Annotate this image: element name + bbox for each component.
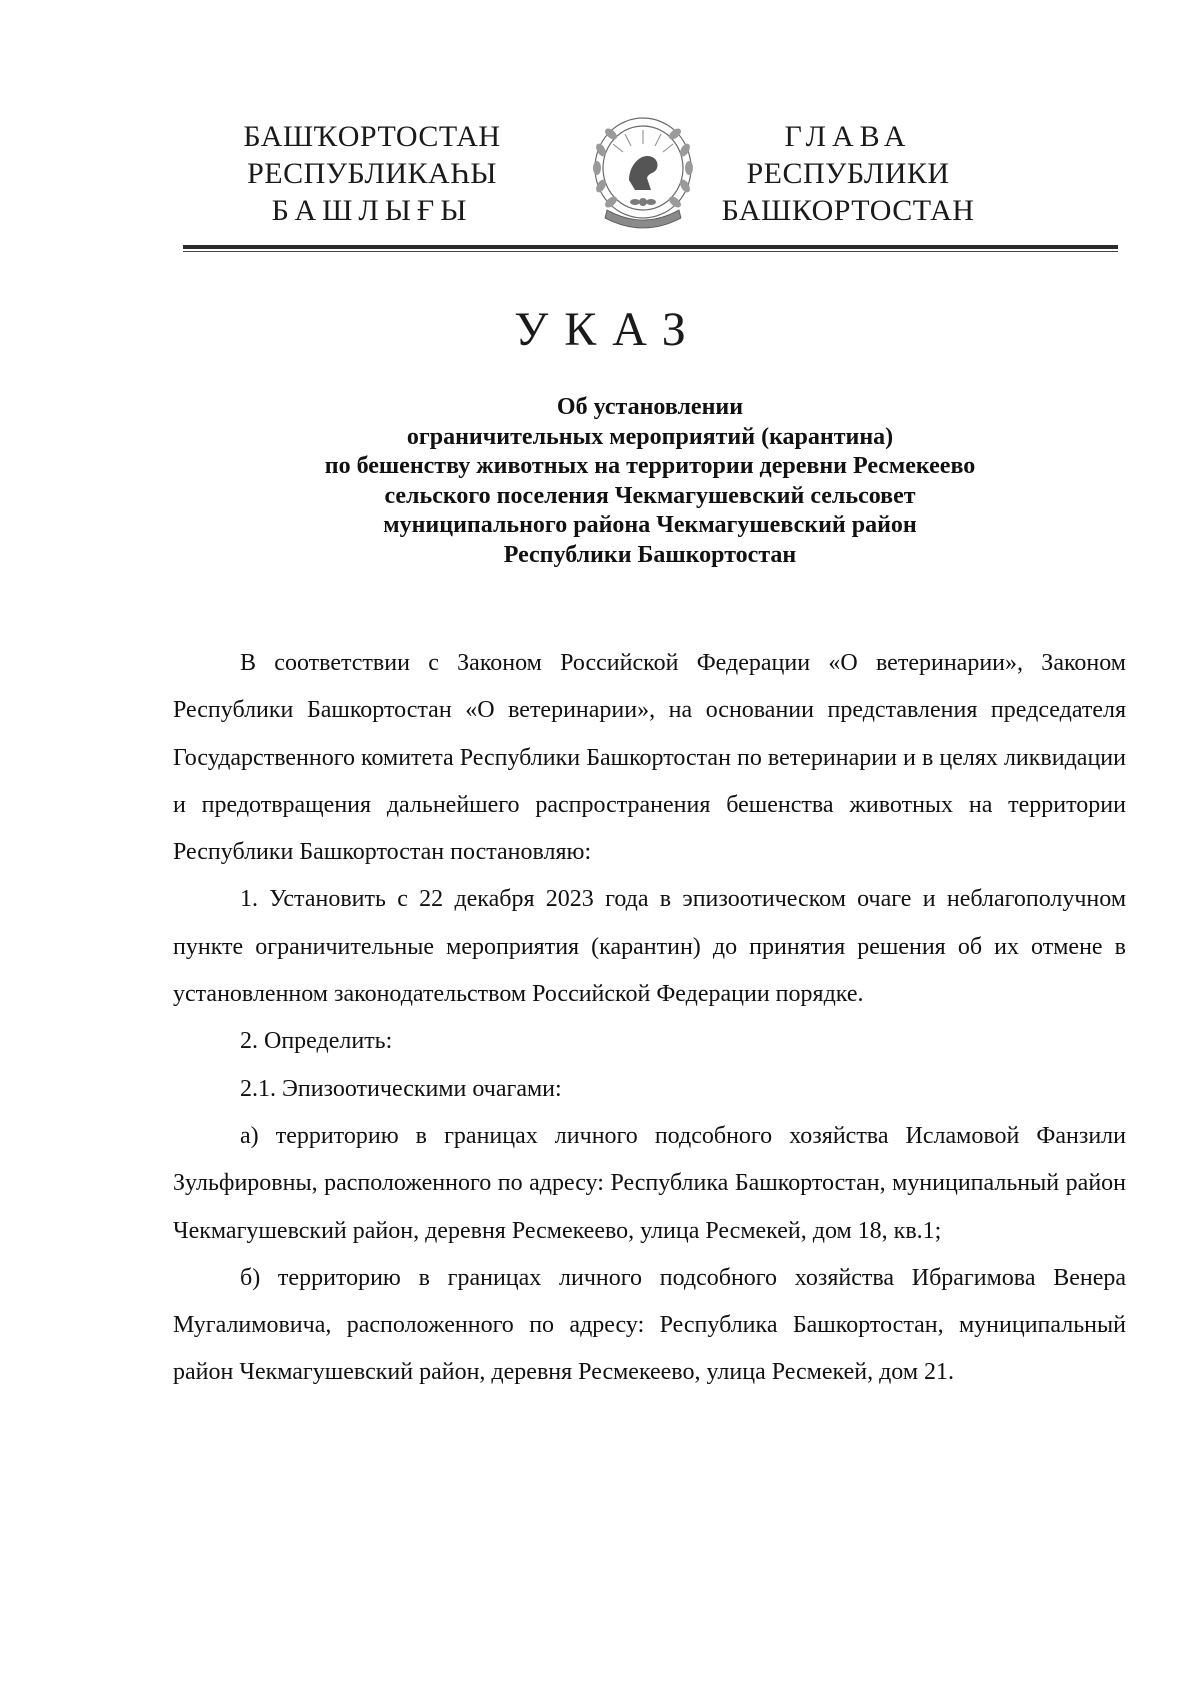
header-divider-thick [183, 245, 1118, 249]
body-paragraph-item-a: а) территорию в границах личного подсобного хозяйства Исламовой Фанзили Зульфировны, расположенного по адресу: Республика Башкортостан, муниципальный район Чекмагушевский район, деревня Ресмекеево, улица Ресмекей, дом 18, кв.1; [173, 1122, 1126, 1244]
header-left-line-1: БАШҠОРТОСТАН [243, 120, 501, 153]
subject-line: муниципального района Чекмагушевский район [383, 512, 917, 538]
document-body [173, 640, 1126, 1397]
header-right-line-3: БАШКОРТОСТАН [721, 194, 975, 227]
subject-line: Республики Башкортостан [503, 541, 797, 568]
body-paragraph-item-2: 2. Определить: [240, 1028, 393, 1055]
header-left-line-3: БАШЛЫҒЫ [271, 194, 473, 227]
body-paragraph-item-1: 1. Установить с 22 декабря 2023 года в эпизоотическом очаге и неблагополучном пункте ограничительные мероприятия (карантин) до принятия решения об их отмене в установленном законодательством Российской Федерации порядке. [173, 886, 1126, 1008]
body-paragraph-item-2-1: 2.1. Эпизоотическими очагами: [240, 1075, 562, 1102]
body-paragraph-item-b: б) территорию в границах личного подсобного хозяйства Ибрагимова Венера Мугалимовича, расположенного по адресу: Республика Башкортостан, муниципальный район Чекмагушевский район, деревня Ресмекеево, улица Ресмекей, дом 21. [173, 1264, 1126, 1386]
header-left-line-2: РЕСПУБЛИКАҺЫ [247, 157, 497, 190]
document-header [0, 118, 1200, 238]
subject-line: Об установлении [556, 394, 744, 420]
header-right-line-2: РЕСПУБЛИКИ [746, 157, 950, 190]
header-divider-thin [183, 251, 1118, 252]
subject-line: по бешенству животных на территории деревни Ресмекеево [324, 453, 976, 479]
subject-line: сельского поселения Чекмагушевский сельсовет [384, 482, 916, 509]
document-title: УКАЗ [514, 303, 702, 356]
header-right-line-1: ГЛАВА [784, 120, 912, 153]
document-subject [170, 393, 1130, 570]
body-paragraph-preamble: В соответствии с Законом Российской Федерации «О ветеринарии», Законом Республики Башкортостан «О ветеринарии», на основании представления председателя Государственного комитета Республики Башкортостан по ветеринарии и в целях ликвидации и предотвращения дальнейшего распространения бешенства животных на территории Республики Башкортостан постановляю: [173, 650, 1126, 866]
header-bashkir-title [207, 118, 537, 229]
subject-line: ограничительных мероприятий (карантина) [406, 423, 894, 450]
header-russian-title [683, 118, 1013, 229]
